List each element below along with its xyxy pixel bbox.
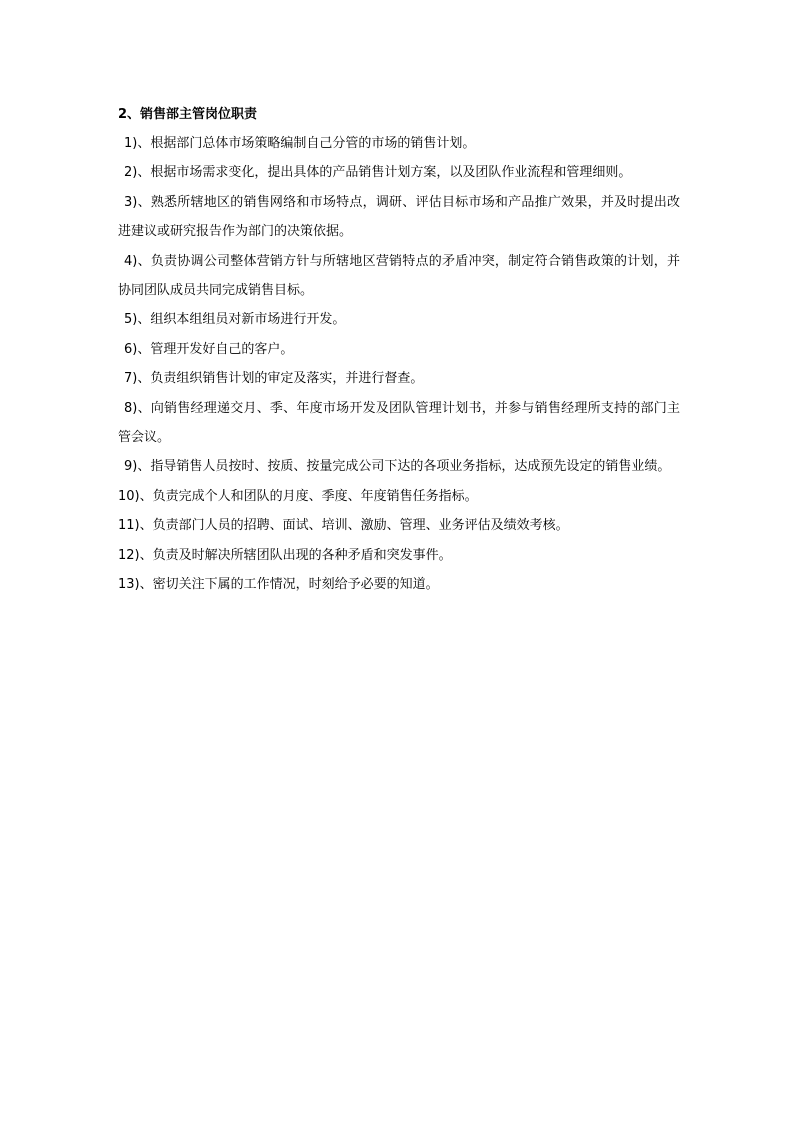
section-heading: 2、销售部主管岗位职责 [118,107,258,122]
duty-item-12: 12)、负责及时解决所辖团队出现的各种矛盾和突发事件。 [118,547,452,563]
duty-item-11: 11)、负责部门人员的招聘、面试、培训、激励、管理、业务评估及绩效考核。 [118,518,569,534]
duty-item-7: 7)、负责组织销售计划的审定及落实，并进行督查。 [124,371,424,387]
duty-item-10: 10)、负责完成个人和团队的月度、季度、年度销售任务指标。 [118,488,478,504]
duty-list [118,129,680,600]
duty-item-9: 9)、指导销售人员按时、按质、按量完成公司下达的各项业务指标，达成预先设定的销售业绩。 [124,459,671,475]
duty-item-1: 1)、根据部门总体市场策略编制自己分管的市场的销售计划。 [124,136,476,151]
duty-item-8: 8)、向销售经理递交月、季、年度市场开发及团队管理计划书，并参与销售经理所支持的部门主管会议。 [118,400,680,446]
document-body [118,100,680,600]
duty-item-6: 6)、管理开发好自己的客户。 [124,341,294,357]
duty-item-2: 2)、根据市场需求变化，提出具体的产品销售计划方案，以及团队作业流程和管理细则。 [124,165,632,181]
duty-item-4: 4)、负责协调公司整体营销方针与所辖地区营销特点的矛盾冲突，制定符合销售政策的计划，并协同团队成员共同完成销售目标。 [118,253,680,299]
duty-item-3: 3)、熟悉所辖地区的销售网络和市场特点，调研、评估目标市场和产品推广效果，并及时提出改进建议或研究报告作为部门的决策依据。 [118,194,680,240]
duty-item-13: 13)、密切关注下属的工作情况，时刻给予必要的知道。 [118,577,439,593]
duty-item-5: 5)、组织本组组员对新市场进行开发。 [124,312,346,328]
